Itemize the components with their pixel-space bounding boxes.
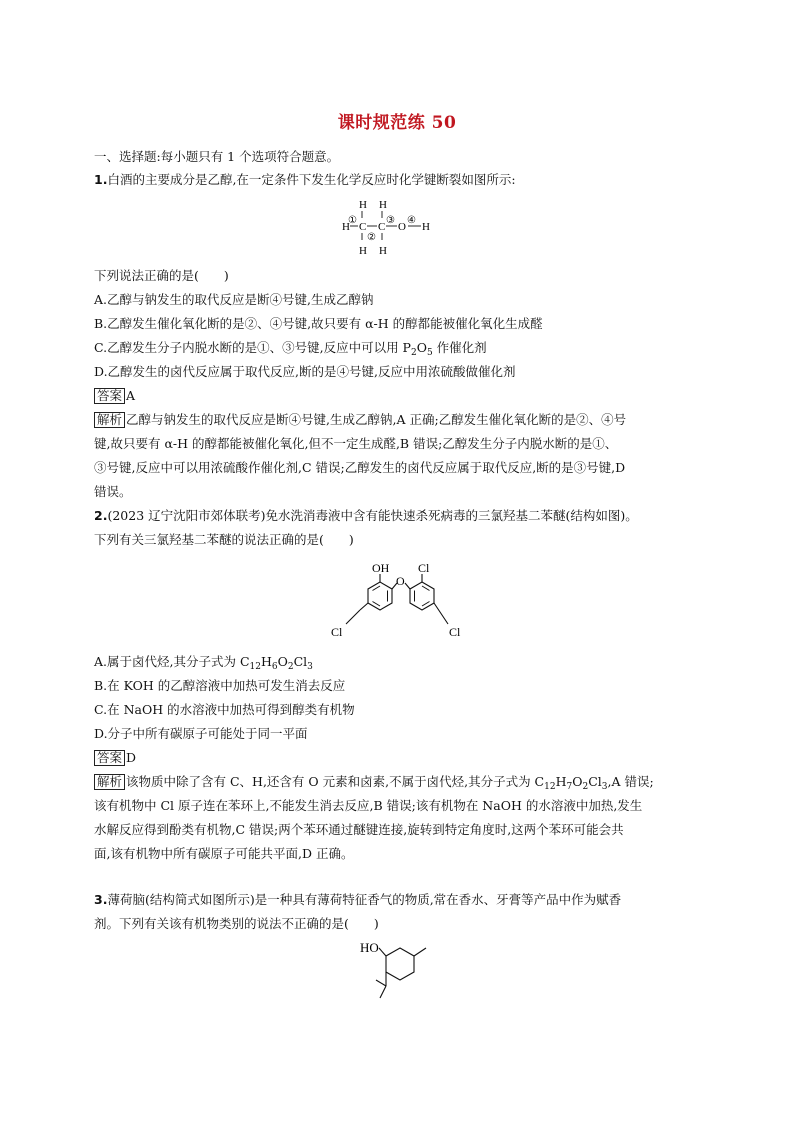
atom-h: H: [342, 221, 350, 233]
formula-part: O: [277, 654, 288, 669]
formula-part: O: [572, 774, 583, 789]
chlorine-atom: Cl: [418, 561, 430, 575]
hydroxyl-group: HO: [360, 940, 379, 955]
analysis-line: 键,故只要有 α-H 的醇都能被催化氧化,但不一定生成醛,B 错误;乙醇发生分子内脱水断的是①、: [94, 436, 618, 451]
answer-line: [94, 750, 136, 766]
atom-c: C: [378, 221, 386, 233]
formula-part: O: [416, 340, 427, 355]
question-1-prompt: 下列说法正确的是( ): [94, 268, 229, 283]
menthol-structure: [356, 934, 446, 1006]
bond-line: [346, 610, 360, 624]
question-3-stem: [94, 892, 621, 908]
atom-h: H: [359, 199, 367, 211]
option-text: A.属于卤代烃,其分子式为 C: [94, 654, 250, 669]
formula-part: Cl: [588, 774, 602, 789]
analysis-line: ③号键,反应中可以用浓硫酸作催化剂,C 错误;乙醇发生的卤代反应属于取代反应,断的是③号键,D: [94, 460, 626, 475]
subscript: 12: [249, 662, 261, 672]
triclosan-structure: [318, 558, 478, 646]
subscript: 2: [287, 662, 294, 672]
option-d: D.分子中所有碳原子可能处于同一平面: [94, 726, 308, 741]
analysis-line: 水解反应得到酚类有机物,C 错误;两个苯环通过醚键连接,旋转到特定角度时,这两个苯环可能会共: [94, 822, 624, 837]
question-text: 薄荷脑(结构简式如图所示)是一种具有薄荷特征香气的物质,常在香水、牙膏等产品中作为赋香: [107, 892, 622, 907]
section-heading: 一、选择题:每小题只有 1 个选项符合题意。: [94, 149, 340, 164]
hydroxyl-group: OH: [372, 561, 390, 575]
analysis-line: 该有机物中 Cl 原子连在苯环上,不能发生消去反应,B 错误;该有机物在 NaOH 的水溶液中加热,发生: [94, 798, 643, 813]
double-bond: [373, 602, 381, 607]
analysis-text: 该物质中除了含有 C、H,还含有 O 元素和卤素,不属于卤代烃,其分子式为 C: [126, 774, 545, 789]
analysis-line: 错误。: [94, 484, 132, 499]
option-text: C.乙醇发生分子内脱水断的是①、③号键,反应中可以用 P: [94, 340, 411, 355]
subscript: 5: [426, 348, 433, 358]
atom-h: H: [422, 221, 430, 233]
bond-line: [379, 948, 386, 956]
option-c: C.在 NaOH 的水溶液中加热可得到醇类有机物: [94, 702, 355, 717]
ether-oxygen: O: [396, 574, 405, 588]
question-2-stem: [94, 508, 638, 524]
atom-h: H: [379, 199, 387, 211]
bond-label-1: ①: [348, 215, 357, 226]
question-3-stem-cont: 剂。下列有关该有机物类别的说法不正确的是( ): [94, 916, 379, 931]
bond-line: [376, 980, 386, 986]
atom-c: C: [359, 221, 367, 233]
analysis-text: ,A 错误;: [607, 774, 654, 789]
formula-part: H: [555, 774, 567, 789]
question-number: 2.: [94, 508, 108, 523]
option-a: [94, 654, 313, 675]
atom-h: H: [379, 245, 387, 257]
analysis-tag: 解析: [94, 774, 125, 790]
answer-value: D: [126, 750, 137, 765]
subscript: 2: [582, 782, 589, 792]
question-number: 1.: [94, 172, 108, 187]
option-b: B.在 KOH 的乙醇溶液中加热可发生消去反应: [94, 678, 346, 693]
question-text: 白酒的主要成分是乙醇,在一定条件下发生化学反应时化学键断裂如图所示:: [107, 172, 516, 187]
atom-o: O: [398, 221, 406, 233]
page-title: 课时规范练 50: [337, 113, 457, 133]
option-c: [94, 340, 487, 361]
option-text: 作催化剂: [432, 340, 487, 355]
analysis-text: 乙醇与钠发生的取代反应是断④号键,生成乙醇钠,A 正确;乙醇发生催化氧化断的是②、④号: [126, 412, 627, 427]
chlorine-atom: Cl: [449, 625, 461, 639]
double-bond: [422, 602, 430, 607]
subscript: 2: [410, 348, 417, 358]
bond-line: [434, 603, 448, 624]
option-b: B.乙醇发生催化氧化断的是②、④号键,故只要有 α-H 的醇都能被催化氧化生成醛: [94, 316, 543, 331]
subscript: 6: [271, 662, 278, 672]
bond-line: [360, 603, 368, 610]
analysis-line: 面,该有机物中所有碳原子可能共平面,D 正确。: [94, 846, 354, 861]
bond-label-3: ③: [386, 215, 395, 226]
ether-bond: [405, 583, 410, 589]
chlorine-atom: Cl: [331, 625, 343, 639]
option-a: A.乙醇与钠发生的取代反应是断④号键,生成乙醇钠: [94, 292, 374, 307]
formula-part: Cl: [293, 654, 308, 669]
formula-part: H: [260, 654, 272, 669]
bond-label-4: ④: [407, 215, 416, 226]
question-text: (2023 辽宁沈阳市郊体联考)免水洗消毒液中含有能快速杀死病毒的三氯羟基二苯醚(结构如图)。: [107, 508, 638, 523]
ethanol-bond-diagram: [340, 194, 450, 260]
answer-value: A: [126, 388, 136, 403]
answer-tag: 答案: [94, 750, 125, 766]
answer-tag: 答案: [94, 388, 125, 404]
analysis-line: [94, 774, 654, 795]
subscript: 3: [601, 782, 608, 792]
bond-line: [380, 986, 386, 998]
atom-h: H: [359, 245, 367, 257]
bond-label-2: ②: [367, 232, 376, 243]
question-2-prompt: 下列有关三氯羟基二苯醚的说法正确的是( ): [94, 532, 354, 547]
subscript: 12: [544, 782, 556, 792]
answer-line: [94, 388, 135, 404]
analysis-tag: 解析: [94, 412, 125, 428]
analysis-line: [94, 412, 626, 428]
question-1-stem: [94, 172, 516, 188]
subscript: 7: [566, 782, 573, 792]
double-bond: [422, 586, 430, 591]
option-d: D.乙醇发生的卤代反应属于取代反应,断的是④号键,反应中用浓硫酸做催化剂: [94, 364, 516, 379]
cyclohexane-ring: [386, 948, 414, 980]
double-bond: [373, 586, 381, 591]
subscript: 3: [307, 662, 313, 672]
methyl-bond: [414, 948, 426, 956]
question-number: 3.: [94, 892, 108, 907]
